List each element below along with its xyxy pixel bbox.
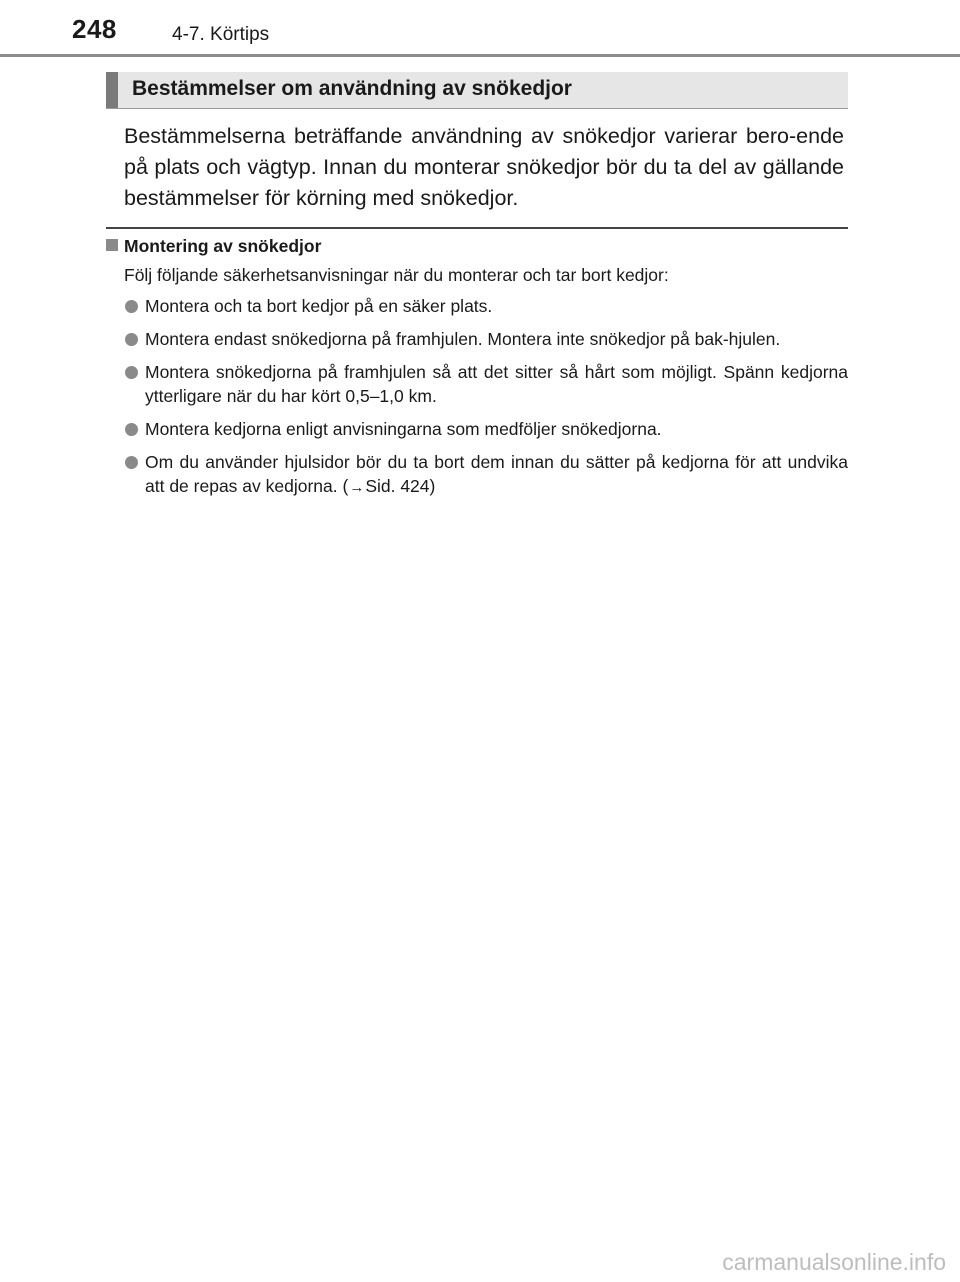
list-item	[124, 327, 848, 351]
section-label: 4-7. Körtips	[172, 24, 270, 45]
list-item-text: Montera kedjorna enligt anvisningarna som medföljer snökedjorna.	[145, 419, 662, 439]
list-item-text: Montera och ta bort kedjor på en säker plats.	[145, 296, 493, 316]
page-number: 248	[72, 14, 117, 44]
square-bullet-icon	[106, 239, 118, 251]
subsection-heading-text: Montering av snökedjor	[124, 236, 322, 256]
page-reference-link[interactable]: Sid. 424)	[365, 476, 436, 496]
subsection-heading	[106, 236, 321, 257]
list-item	[124, 417, 848, 441]
subsection-intro: Följ följande säkerhetsanvisningar när du monterar och tar bort kedjor:	[124, 265, 669, 285]
watermark: carmanualsonline.info	[722, 1249, 946, 1275]
page-header	[0, 0, 960, 56]
intro-paragraph: Bestämmelserna beträffande användning av snökedjor varierar bero-ende på plats och vägtyp. Innan du monterar snökedjor bör du ta del av gällande bestämmelser för körning med snökedjor.	[124, 124, 844, 210]
title-underline	[106, 108, 848, 109]
list-item-text: Om du använder hjulsidor bör du ta bort dem innan du sätter på kedjorna för att undvika att de repas av kedjorna. (	[145, 452, 848, 496]
circle-bullet-icon	[125, 333, 138, 346]
list-item	[124, 450, 848, 500]
section-title-bar	[106, 72, 848, 108]
circle-bullet-icon	[125, 300, 138, 313]
header-rule	[0, 54, 960, 57]
circle-bullet-icon	[125, 456, 138, 469]
arrow-right-icon: →	[349, 479, 365, 496]
bullet-list	[124, 294, 848, 509]
circle-bullet-icon	[125, 423, 138, 436]
list-item	[124, 294, 848, 318]
circle-bullet-icon	[125, 366, 138, 379]
section-title: Bestämmelser om användning av snökedjor	[132, 77, 572, 100]
list-item	[124, 360, 848, 408]
section-divider	[106, 227, 848, 229]
list-item-text: Montera endast snökedjorna på framhjulen. Montera inte snökedjor på bak-hjulen.	[145, 329, 781, 349]
list-item-text: Montera snökedjorna på framhjulen så att det sitter så hårt som möjligt. Spänn kedjorna ytterligare när du har kört 0,5–1,0 km.	[145, 362, 848, 406]
